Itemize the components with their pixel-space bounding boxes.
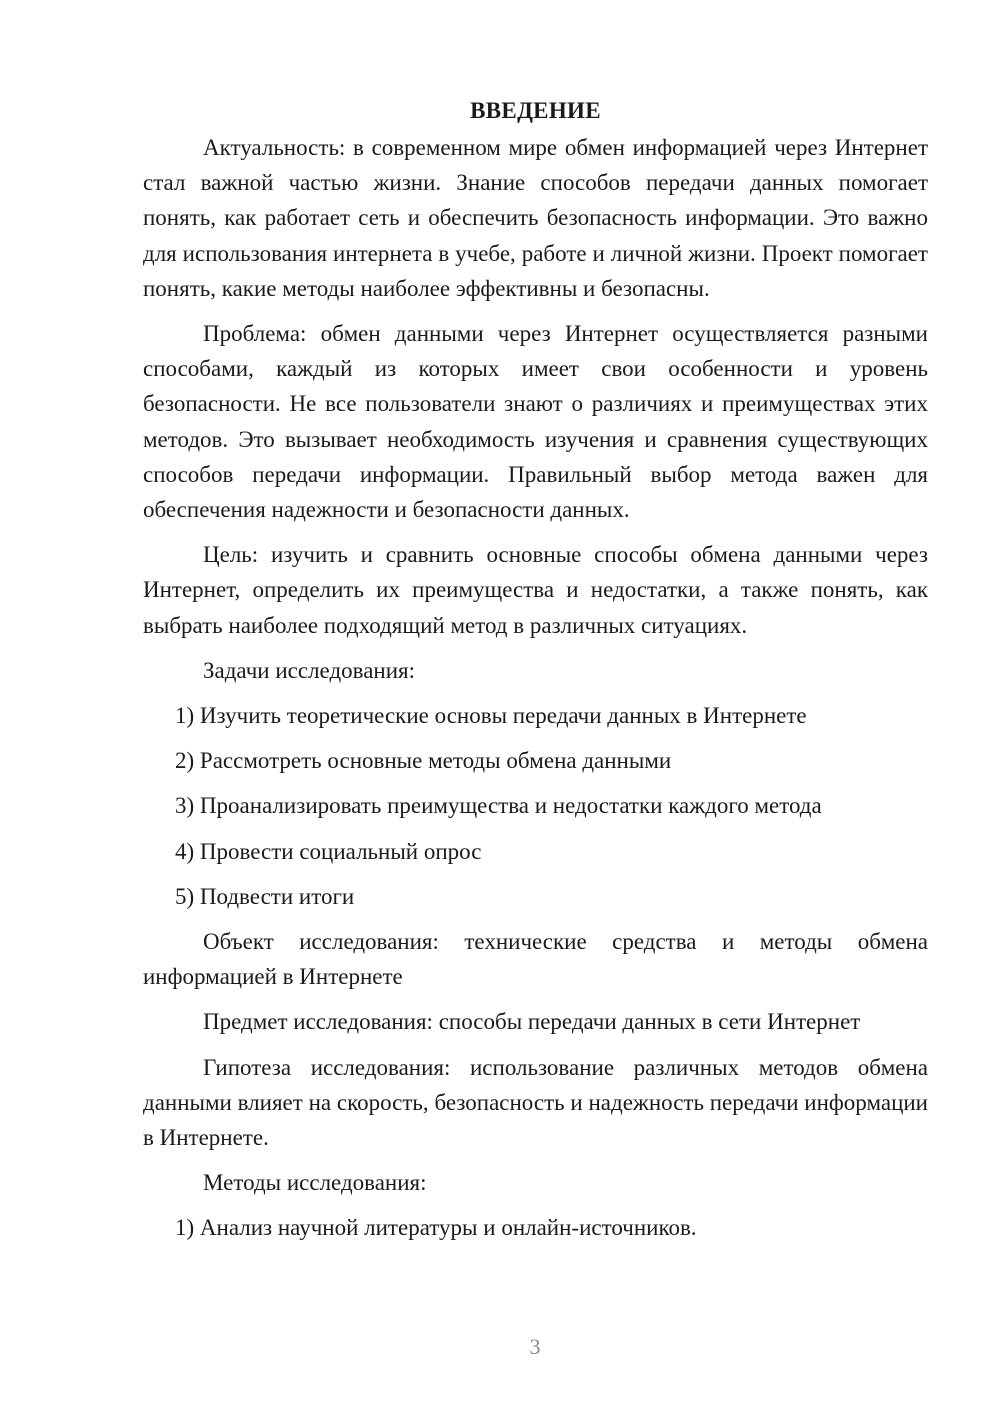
methods-heading: Методы исследования: xyxy=(203,1170,427,1196)
page-number: 3 xyxy=(529,1334,541,1359)
task-item: 5) Подвести итоги xyxy=(175,883,355,909)
section-title: ВВЕДЕНИЕ xyxy=(470,98,601,123)
task-item: 4) Провести социальный опрос xyxy=(175,838,482,864)
hypothesis-paragraph: Гипотеза исследования: использование различных методов обмена данными влияет на скорость, безопасность и надежность передачи информации в Интернете. xyxy=(143,1054,928,1151)
task-item: 1) Изучить теоретические основы передачи данных в Интернете xyxy=(175,703,807,729)
method-item: 1) Анализ научной литературы и онлайн-источников. xyxy=(175,1215,697,1241)
subject-paragraph: Предмет исследования: способы передачи данных в сети Интернет xyxy=(203,1009,861,1035)
object-paragraph: Объект исследования: технические средства и методы обмена информацией в Интернете xyxy=(143,929,928,990)
problem-paragraph: Проблема: обмен данными через Интернет осуществляется разными способами, каждый из которых имеет свои особенности и уровень безопасности. Не все пользователи знают о различиях и преимуществах этих методов. Это вызывает необходимость изучения и сравнения существующих способов передачи информации. Правильный выбор метода важен для обеспечения надежности и безопасности данных. xyxy=(143,321,928,523)
document-page xyxy=(143,92,928,1256)
tasks-heading: Задачи исследования: xyxy=(203,657,416,683)
task-item: 3) Проанализировать преимущества и недостатки каждого метода xyxy=(175,793,822,819)
relevance-paragraph: Актуальность: в современном мире обмен информацией через Интернет стал важной частью жизни. Знание способов передачи данных помогает понять, как работает сеть и обеспечить безопасность информации. Это важно для использования интернета в учебе, работе и личной жизни. Проект помогает понять, какие методы наиболее эффективны и безопасны. xyxy=(143,135,928,301)
task-item: 2) Рассмотреть основные методы обмена данными xyxy=(175,748,672,774)
goal-paragraph: Цель: изучить и сравнить основные способы обмена данными через Интернет, определить их преимущества и недостатки, а также понять, как выбрать наиболее подходящий метод в различных ситуациях. xyxy=(143,542,928,638)
